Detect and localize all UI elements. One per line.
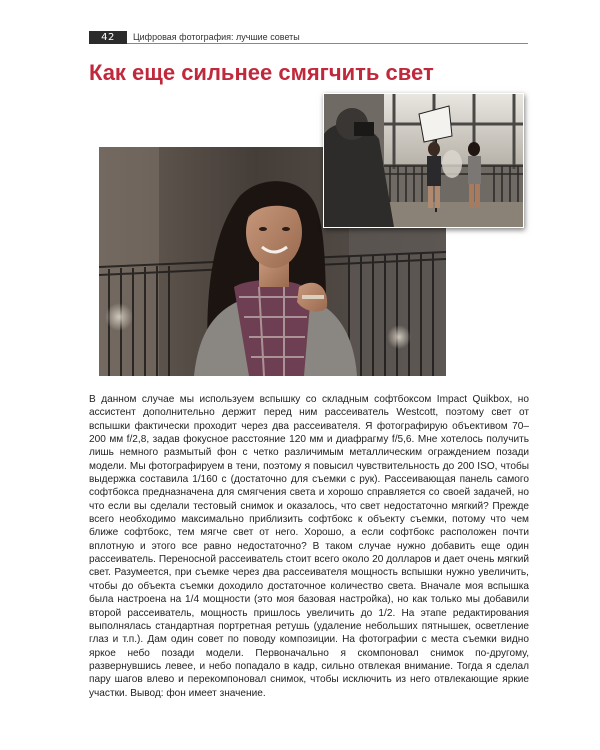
page-title: Как еще сильнее смягчить свет (89, 60, 434, 85)
running-title: Цифровая фотография: лучшие советы (133, 32, 300, 42)
behind-the-scenes-photo (323, 93, 524, 228)
body-text: В данном случае мы используем вспышку со складным софтбоксом Impact Quikbox, но ассистент дополнительно держит перед ним рассеиватель Westcott, поэтому свет от вспышки фактически проходит через два рассеивателя. Я фотографирую объективом 70–200 мм f/2,8, задав фокусное расстояние 120 мм и диафрагму f/5,6. Мне хотелось получить лишь немного размытый фон с четко различимым металлическим ограждением позади модели. Мы фотографируем в тени, поэтому я повысил чувствительность до 200 ISO, чтобы выдержка составила 1/160 с (достаточно для съемки с рук). Рассеивающая панель самого софтбокса предназначена для смягчения света и хорошо справляется со своей задачей, но что если вы сделали тестовый снимок и оказалось, что свет недостаточно мягкий? Прежде всего необходимо максимально приблизить софтбокс к объекту съемки, потому что чем ближе софтбокс, тем мягче свет от него. Хорошо, а если софтбокс расположен почти вплотную и этого все равно недостаточно? В таком случае нужно добавить еще один рассеиватель. Переносной рассеиватель стоит всего около 20 долларов и дает очень мягкий свет. Разумеется, при съемке через два рассеивателя мощность вспышки нужно увеличить, чтобы до объекта съемки доходило достаточное количество света. Вначале моя вспышка была настроена на 1/4 мощности (это моя базовая настройка), но как только мы добавили второй рассеиватель, мощность пришлось увеличить до 1/2. На этапе редактирования выполнялась стандартная портретная ретушь (удаление небольших пятнышек, осветление глаз и т.п.). Дам один совет по поводу композиции. На фотографии с места съемки видно яркое небо позади модели. Первоначально я скомпоновал снимок по-другому, развернувшись левее, и небо попадало в кадр, сильно отвлекая внимание. Тогда я сделал пару шагов влево и перекомпоновал снимок, чтобы исключить из него отвлекающие яркие участки. Вывод: фон имеет значение. (89, 394, 529, 699)
page-number: 42 (89, 31, 127, 44)
running-header (89, 31, 528, 44)
